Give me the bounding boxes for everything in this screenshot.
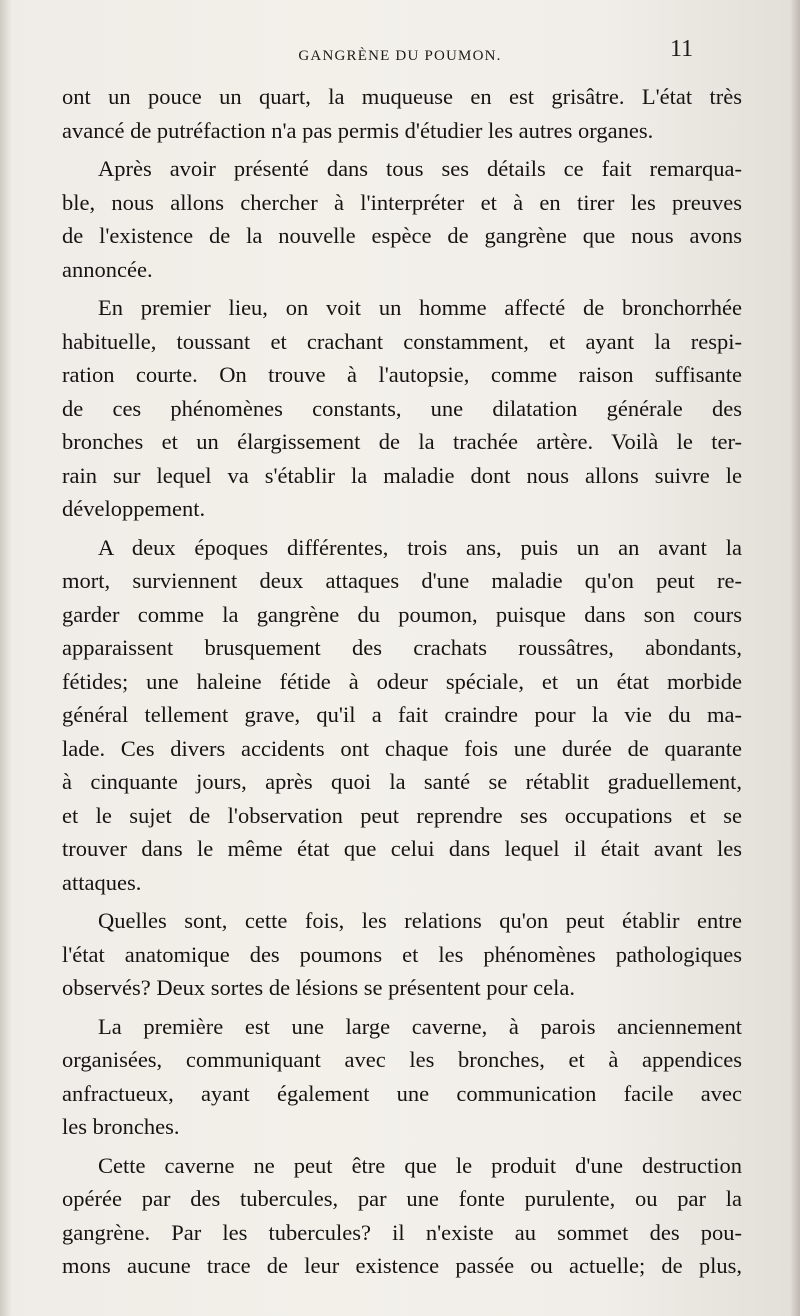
text-line: fétides; une haleine fétide à odeur spéciale, et un état morbide [62, 668, 742, 694]
text-line: habituelle, toussant et crachant constamment, et ayant la respi- [62, 328, 742, 354]
text-line: et le sujet de l'observation peut reprendre ses occupations et se [62, 802, 742, 828]
running-head: GANGRÈNE DU POUMON. [298, 48, 502, 64]
text-line: gangrène. Par les tubercules? il n'existe au sommet des pou- [62, 1219, 742, 1245]
text-line: avancé de putréfaction n'a pas permis d'étudier les autres organes. [62, 117, 654, 143]
text-line: de ces phénomènes constants, une dilatation générale des [62, 395, 742, 421]
text-line: A deux époques différentes, trois ans, puis un an avant la [98, 534, 742, 560]
text-line: La première est une large caverne, à parois anciennement [98, 1013, 742, 1039]
text-line: ble, nous allons chercher à l'interpréter et à en tirer les preuves [62, 189, 742, 215]
page-number: 11 [670, 36, 694, 62]
text-line: anfractueux, ayant également une communication facile avec [62, 1080, 742, 1106]
text-line: Quelles sont, cette fois, les relations qu'on peut établir entre [98, 908, 742, 933]
text-line: lade. Ces divers accidents ont chaque fois une durée de quarante [62, 735, 742, 761]
text-line: En premier lieu, on voit un homme affecté de bronchorrhée [98, 295, 742, 320]
text-line: apparaissent brusquement des crachats roussâtres, abondants, [62, 635, 742, 660]
page-edge-shadow [790, 0, 800, 1316]
text-line: organisées, communiquant avec les bronches, et à appendices [62, 1047, 742, 1072]
text-line: ont un pouce un quart, la muqueuse en est grisâtre. L'état très [62, 84, 742, 109]
text-line: de l'existence de la nouvelle espèce de gangrène que nous avons [62, 223, 742, 248]
text-line: développement. [62, 496, 206, 521]
text-line: Cette caverne ne peut être que le produit d'une destruction [98, 1152, 742, 1178]
text-line: trouver dans le même état que celui dans lequel il était avant les [62, 836, 742, 861]
text-line: attaques. [62, 869, 142, 895]
text-line: à cinquante jours, après quoi la santé se rétablit graduellement, [62, 769, 742, 794]
text-line: opérée par des tubercules, par une fonte purulente, ou par la [62, 1186, 742, 1211]
text-line: observés? Deux sortes de lésions se présentent pour cela. [62, 975, 575, 1000]
text-line: général tellement grave, qu'il a fait craindre pour la vie du ma- [62, 702, 742, 727]
text-line: rain sur lequel va s'établir la maladie dont nous allons suivre le [62, 462, 742, 488]
text-line: bronches et un élargissement de la trachée artère. Voilà le ter- [62, 429, 742, 454]
page-gutter-shadow [0, 0, 12, 1316]
text-line: l'état anatomique des poumons et les phénomènes pathologiques [62, 941, 742, 967]
text-line: annoncée. [62, 256, 153, 282]
text-line: mort, surviennent deux attaques d'une maladie qu'on peut re- [62, 568, 742, 593]
text-line: garder comme la gangrène du poumon, puisque dans son cours [62, 601, 742, 627]
body-text [62, 80, 742, 1283]
text-line: ration courte. On trouve à l'autopsie, comme raison suffisante [62, 362, 742, 387]
text-line: les bronches. [62, 1114, 180, 1139]
text-line: Après avoir présenté dans tous ses détails ce fait remarqua- [98, 156, 742, 181]
text-line: mons aucune trace de leur existence passée ou actuelle; de plus, [62, 1253, 742, 1278]
